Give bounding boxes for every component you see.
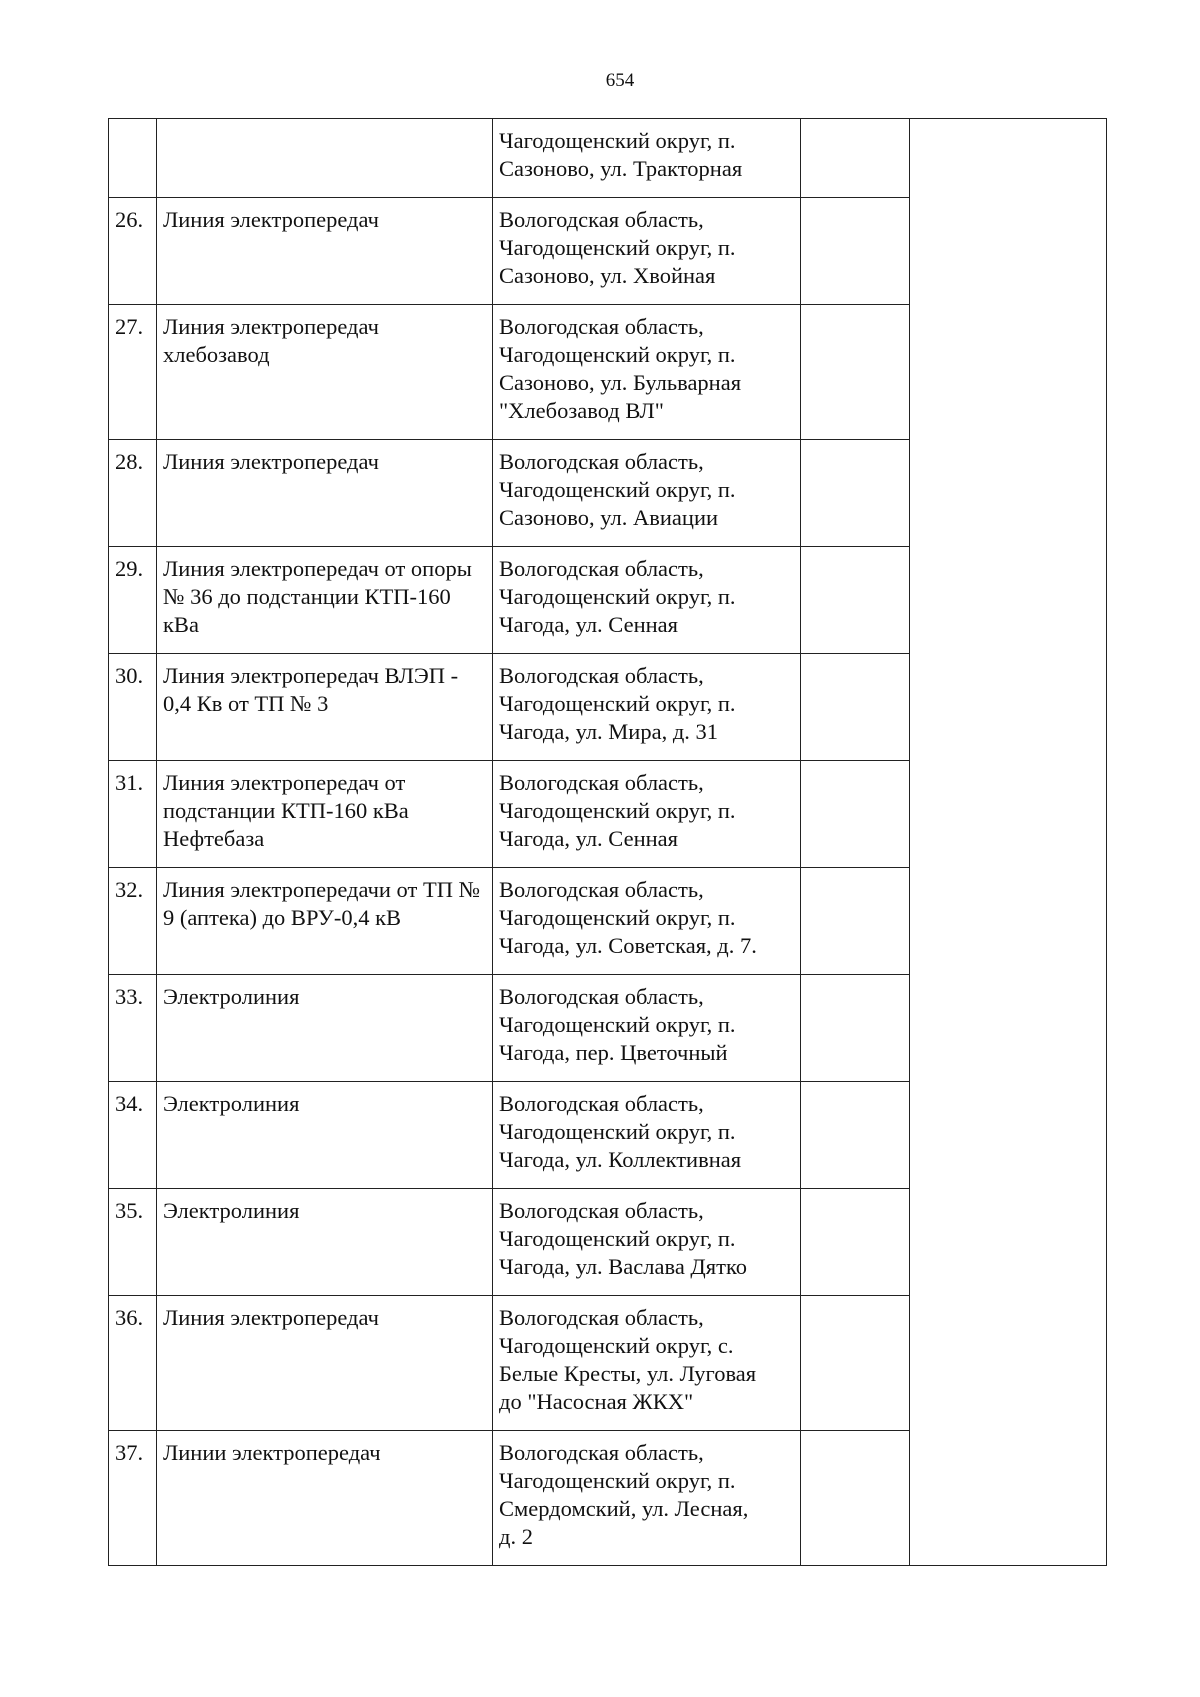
address-line: Чагодощенский округ, п. [499, 342, 736, 367]
empty-cell [801, 654, 910, 761]
row-number: 37. [109, 1431, 157, 1566]
merged-empty-cell [910, 119, 1107, 1566]
row-number: 28. [109, 440, 157, 547]
row-number: 26. [109, 198, 157, 305]
address-line: Чагода, ул. Советская, д. 7. [499, 933, 757, 958]
object-name: Линия электропередач [157, 1296, 493, 1431]
object-name: Линия электропередач [157, 198, 493, 305]
address-line: Чагодощенский округ, с. [499, 1333, 734, 1358]
object-address [493, 1431, 801, 1566]
row-number: 29. [109, 547, 157, 654]
object-address [493, 1082, 801, 1189]
row-number: 27. [109, 305, 157, 440]
address-line: Сазоново, ул. Тракторная [499, 156, 743, 181]
object-name: Линия электропередач хлебозавод [157, 305, 493, 440]
object-address [493, 868, 801, 975]
address-line: Вологодская область, [499, 1091, 704, 1116]
address-line: Чагодощенский округ, п. [499, 1468, 736, 1493]
object-name: Линия электропередач [157, 440, 493, 547]
address-line: Чагода, пер. Цветочный [499, 1040, 728, 1065]
address-line: Чагодощенский округ, п. [499, 584, 736, 609]
table-body [109, 119, 1107, 1566]
address-line: Вологодская область, [499, 1305, 704, 1330]
address-line: Сазоново, ул. Бульварная [499, 370, 742, 395]
empty-cell [801, 1431, 910, 1566]
address-line: Чагодощенский округ, п. [499, 235, 736, 260]
empty-cell [801, 761, 910, 868]
object-name: Электролиния [157, 1189, 493, 1296]
address-line: Чагода, ул. Васлава Дятко [499, 1254, 748, 1279]
address-line: Вологодская область, [499, 1440, 704, 1465]
object-name: Линия электропередач ВЛЭП - 0,4 Кв от ТП № 3 [157, 654, 493, 761]
address-line: Вологодская область, [499, 556, 704, 581]
row-number: 34. [109, 1082, 157, 1189]
address-line: Сазоново, ул. Хвойная [499, 263, 716, 288]
empty-cell [801, 198, 910, 305]
object-address [493, 440, 801, 547]
address-line: Вологодская область, [499, 663, 704, 688]
row-number: 35. [109, 1189, 157, 1296]
empty-cell [801, 119, 910, 198]
address-line: Чагодощенский округ, п. [499, 905, 736, 930]
address-line: Вологодская область, [499, 1198, 704, 1223]
address-line: Чагодощенский округ, п. [499, 1012, 736, 1037]
address-line: Чагодощенский округ, п. [499, 691, 736, 716]
address-line: Вологодская область, [499, 770, 704, 795]
address-line: Вологодская область, [499, 314, 704, 339]
object-name: Линии электропередач [157, 1431, 493, 1566]
object-address [493, 1189, 801, 1296]
property-register-table [108, 118, 1107, 1566]
empty-cell [801, 1189, 910, 1296]
address-line: Чагода, ул. Коллективная [499, 1147, 742, 1172]
empty-cell [801, 868, 910, 975]
address-line: Чагода, ул. Сенная [499, 826, 678, 851]
address-line: Вологодская область, [499, 984, 704, 1009]
address-line: Вологодская область, [499, 449, 704, 474]
address-line: Сазоново, ул. Авиации [499, 505, 719, 530]
address-line: Белые Кресты, ул. Луговая [499, 1361, 757, 1386]
address-line: Чагодощенский округ, п. [499, 128, 736, 153]
object-name: Линия электропередачи от ТП № 9 (аптека) до ВРУ-0,4 кВ [157, 868, 493, 975]
empty-cell [801, 975, 910, 1082]
table-row [109, 119, 1107, 198]
empty-cell [801, 1082, 910, 1189]
object-address [493, 119, 801, 198]
address-line: Вологодская область, [499, 877, 704, 902]
empty-cell [801, 547, 910, 654]
address-line: Чагода, ул. Мира, д. 31 [499, 719, 719, 744]
page-number: 654 [605, 70, 635, 91]
address-line: до "Насосная ЖКХ" [499, 1389, 694, 1414]
row-number: 31. [109, 761, 157, 868]
address-line: Смердомский, ул. Лесная, [499, 1496, 749, 1521]
empty-cell [801, 305, 910, 440]
address-line: "Хлебозавод ВЛ" [499, 398, 664, 423]
object-address [493, 1296, 801, 1431]
row-number [109, 119, 157, 198]
address-line: Чагодощенский округ, п. [499, 477, 736, 502]
address-line: Вологодская область, [499, 207, 704, 232]
object-address [493, 198, 801, 305]
address-line: Чагода, ул. Сенная [499, 612, 678, 637]
empty-cell [801, 1296, 910, 1431]
row-number: 30. [109, 654, 157, 761]
address-line: Чагодощенский округ, п. [499, 1226, 736, 1251]
empty-cell [801, 440, 910, 547]
row-number: 36. [109, 1296, 157, 1431]
row-number: 32. [109, 868, 157, 975]
object-address [493, 761, 801, 868]
object-name: Линия электропередач от опоры № 36 до подстанции КТП-160 кВа [157, 547, 493, 654]
address-line: д. 2 [499, 1524, 533, 1549]
object-name: Линия электропередач от подстанции КТП-160 кВа Нефтебаза [157, 761, 493, 868]
object-name [157, 119, 493, 198]
object-address [493, 305, 801, 440]
address-line: Чагодощенский округ, п. [499, 1119, 736, 1144]
object-address [493, 547, 801, 654]
object-name: Электролиния [157, 1082, 493, 1189]
object-address [493, 654, 801, 761]
address-line: Чагодощенский округ, п. [499, 798, 736, 823]
object-name: Электролиния [157, 975, 493, 1082]
object-address [493, 975, 801, 1082]
row-number: 33. [109, 975, 157, 1082]
